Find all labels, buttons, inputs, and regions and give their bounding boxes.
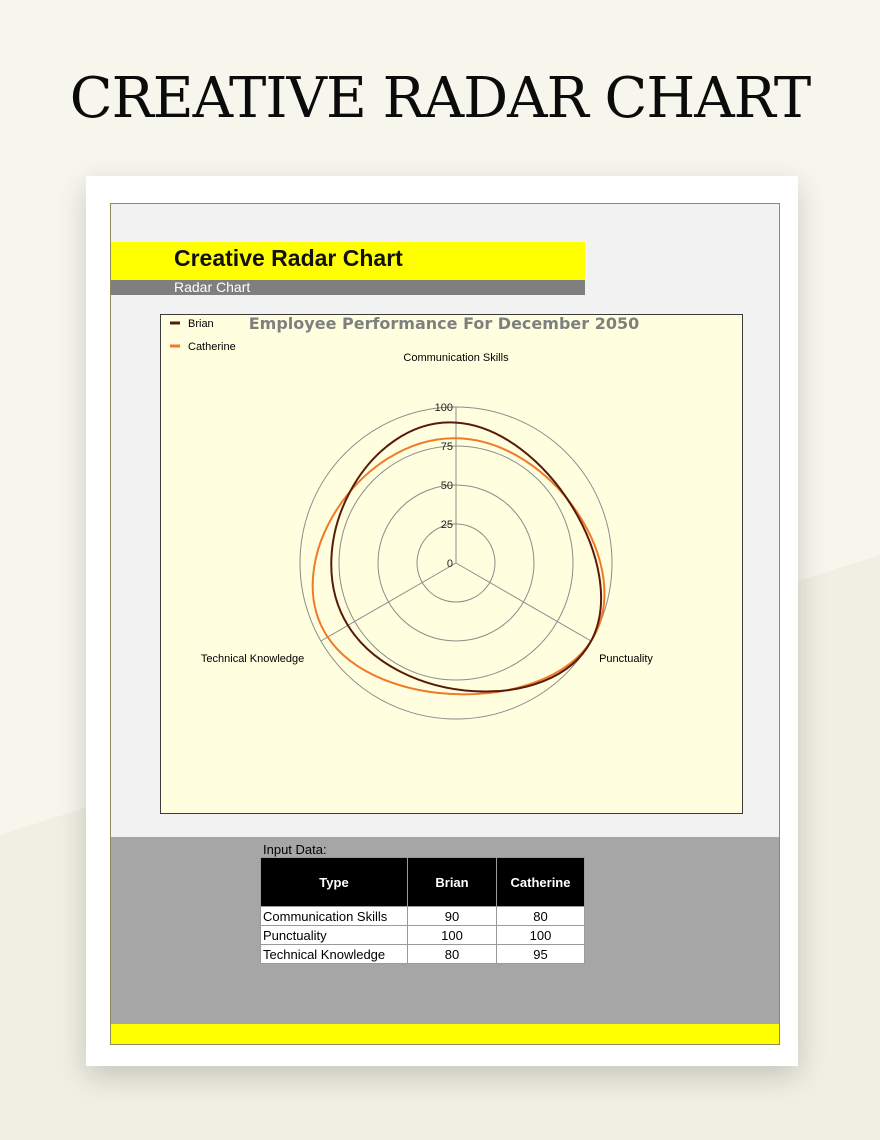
- cell-type[interactable]: Communication Skills: [261, 907, 408, 926]
- tick-label: 25: [440, 519, 453, 531]
- legend-label-catherine: Catherine: [188, 341, 236, 353]
- chart-title: Employee Performance For December 2050: [248, 315, 640, 333]
- tick-label: 75: [440, 441, 453, 453]
- cell-catherine[interactable]: 100: [497, 926, 585, 945]
- tick-label: 0: [446, 558, 453, 570]
- cell-brian[interactable]: 80: [408, 945, 497, 964]
- header-type[interactable]: Type: [261, 858, 408, 907]
- bottom-band: [111, 1024, 780, 1045]
- title-band: [111, 242, 585, 280]
- series-line-brian: [331, 422, 601, 691]
- header-catherine[interactable]: Catherine: [497, 858, 585, 907]
- sheet-subtitle: Radar Chart: [174, 279, 251, 295]
- input-data-label: Input Data:: [263, 842, 327, 857]
- radar-chart-svg: [161, 315, 744, 815]
- sheet-frame: [110, 203, 780, 1045]
- header-brian[interactable]: Brian: [408, 858, 497, 907]
- grid-spoke: [321, 563, 456, 641]
- tick-label: 50: [440, 480, 453, 492]
- category-label: Technical Knowledge: [200, 653, 305, 665]
- cell-type[interactable]: Technical Knowledge: [261, 945, 408, 964]
- grid-spoke: [456, 563, 591, 641]
- tick-label: 100: [434, 402, 453, 414]
- table-row: [261, 945, 585, 964]
- sheet-title: Creative Radar Chart: [174, 245, 403, 271]
- subtitle-band: [111, 280, 585, 295]
- table-row: [261, 907, 585, 926]
- cell-type[interactable]: Punctuality: [261, 926, 408, 945]
- cell-catherine[interactable]: 80: [497, 907, 585, 926]
- series-line-catherine: [313, 438, 605, 694]
- cell-catherine[interactable]: 95: [497, 945, 585, 964]
- input-data-area: [111, 837, 780, 1024]
- table-header-row: [261, 858, 585, 907]
- radar-chart[interactable]: [160, 314, 743, 814]
- legend-label-brian: Brian: [188, 318, 214, 330]
- table-row: [261, 926, 585, 945]
- category-label: Communication Skills: [403, 352, 509, 364]
- page-title: CREATIVE RADAR CHART: [69, 66, 811, 131]
- cell-brian[interactable]: 90: [408, 907, 497, 926]
- category-label: Punctuality: [599, 653, 653, 665]
- input-data-table: [260, 857, 585, 964]
- cell-brian[interactable]: 100: [408, 926, 497, 945]
